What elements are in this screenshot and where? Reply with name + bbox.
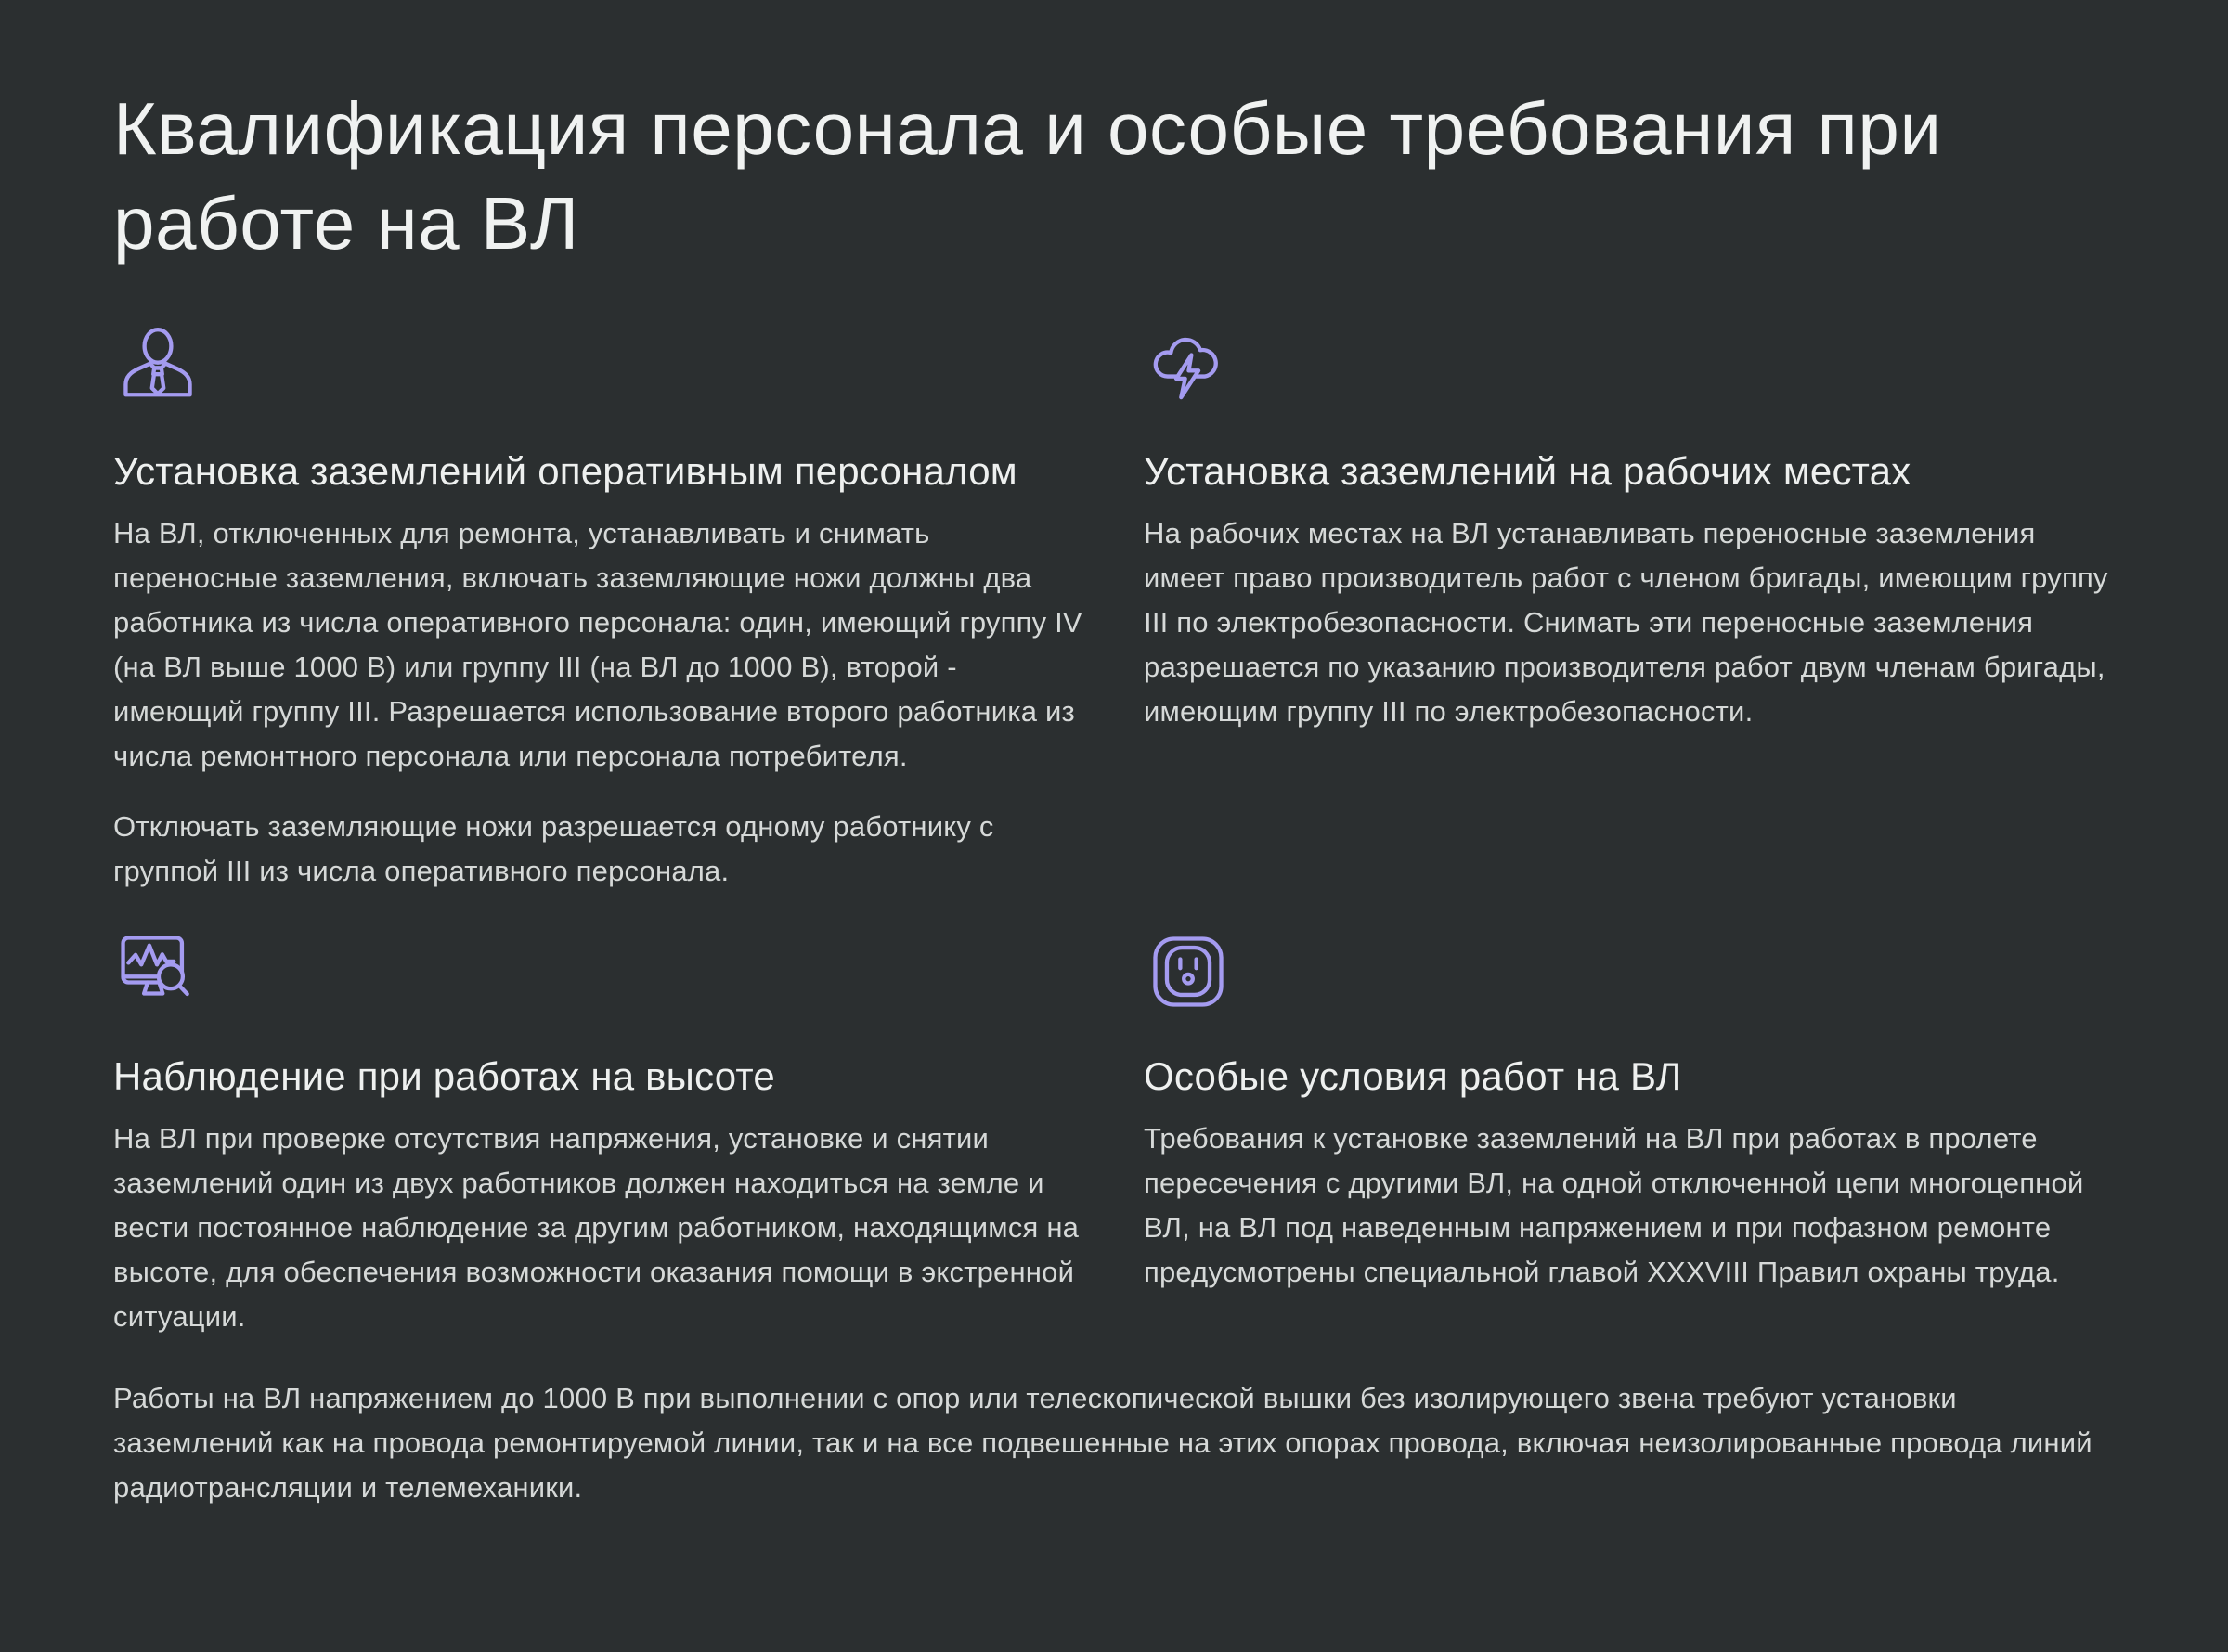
section-heading: Особые условия работ на ВЛ xyxy=(1144,1054,1682,1099)
section-heading: Установка заземлений оперативным персоналом xyxy=(113,449,1017,494)
page-title: Квалификация персонала и особые требования при работе на ВЛ xyxy=(113,87,1942,265)
section-paragraph: На ВЛ при проверке отсутствия напряжения, установке и снятии заземлений один из двух работников должен находиться на земле и вести постоянное наблюдение за другим работником, находящимся на высоте, для обеспечения возможности оказания помощи в экстренной ситуации. xyxy=(113,1122,1080,1334)
section-heading: Установка заземлений на рабочих местах xyxy=(1144,449,1911,494)
section-paragraph: На ВЛ, отключенных для ремонта, устанавливать и снимать переносные заземления, включать заземляющие ножи должны два работника из числа оперативного персонала: один, имеющий группу IV (на ВЛ выше 1000 В) или группу III (на ВЛ до 1000 В), второй - имеющий группу III. Разрешается использование второго работника из числа ремонтного персонала или персонала потребителя. xyxy=(113,517,1082,773)
sections-grid xyxy=(113,322,2115,1339)
section-paragraph: На рабочих местах на ВЛ устанавливать переносные заземления имеет право производитель работ с членом бригады, имеющим группу III по электробезопасности. Снимать эти переносные заземления разрешается по указанию производителя работ двум членам бригады, имеющим группу III по электробезопасности. xyxy=(1144,517,2108,729)
section-special-conditions xyxy=(1144,927,2115,1339)
section-height-supervision xyxy=(113,927,1084,1339)
power-outlet-icon xyxy=(1144,927,1233,1016)
section-paragraph: Отключать заземляющие ножи разрешается одному работнику с группой III из числа оперативного персонала. xyxy=(113,810,994,888)
section-operational-personnel xyxy=(113,322,1084,894)
section-worksite-grounding xyxy=(1144,322,2115,894)
footer-paragraph: Работы на ВЛ напряжением до 1000 В при выполнении с опор или телескопической вышки без изолирующего звена требуют установки заземлений как на провода ремонтируемой линии, так и на все подвешенные на этих опорах провода, включая неизолированные провода линий радиотрансляции и телемеханики. xyxy=(113,1382,2092,1504)
footer-note xyxy=(113,1376,2115,1510)
section-paragraph: Требования к установке заземлений на ВЛ при работах в пролете пересечения с другими ВЛ, на одной отключенной цепи многоцепной ВЛ, на ВЛ под наведенным напряжением и при пофазном ремонте предусмотрены специальной главой XXXVIII Правил охраны труда. xyxy=(1144,1122,2084,1289)
section-heading: Наблюдение при работах на высоте xyxy=(113,1054,775,1099)
storm-cloud-icon xyxy=(1144,322,1233,411)
monitor-magnifier-icon xyxy=(113,927,202,1016)
person-tie-icon xyxy=(113,322,202,411)
